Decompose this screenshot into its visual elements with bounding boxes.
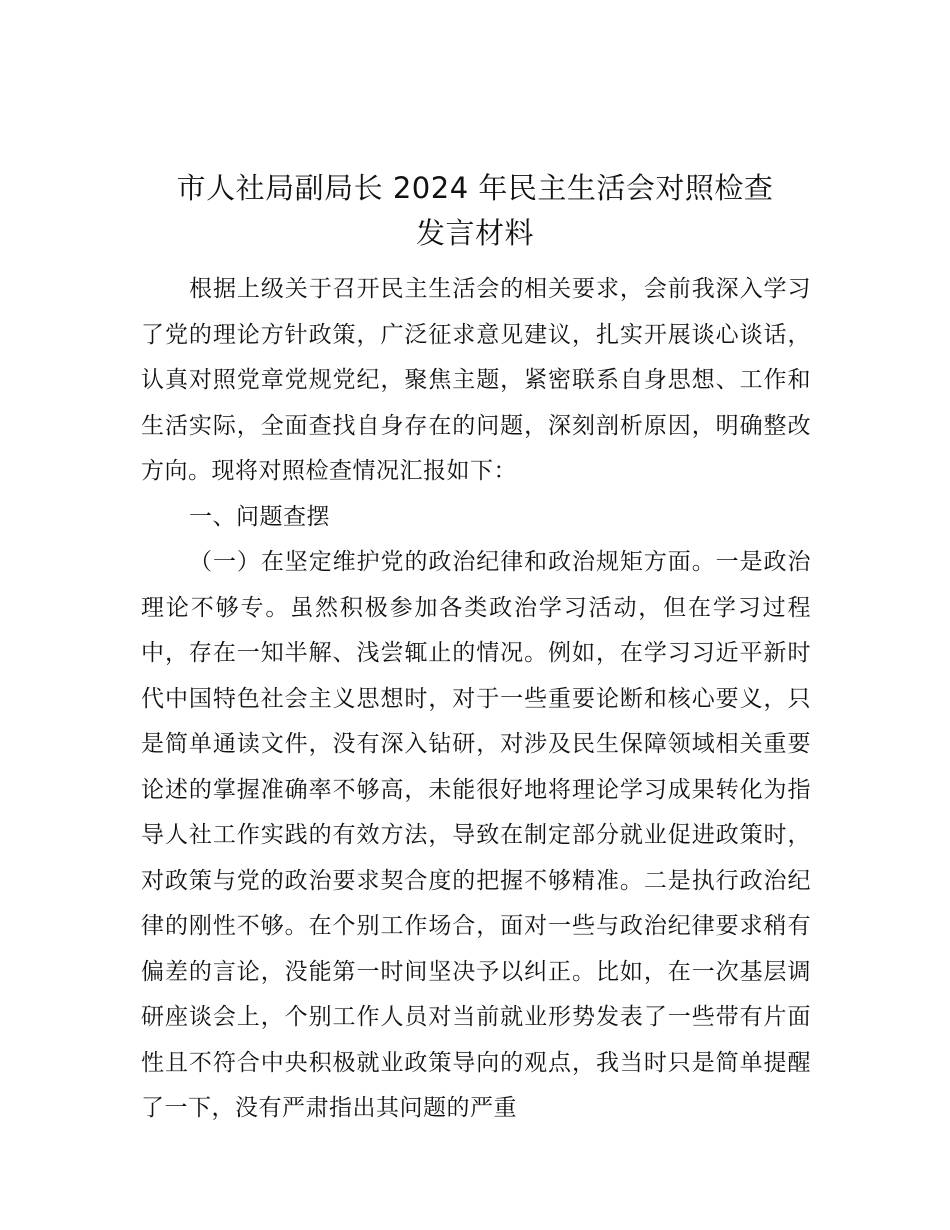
intro-paragraph: 根据上级关于召开民主生活会的相关要求，会前我深入学习了党的理论方针政策，广泛征求意见建议，扎实开展谈心谈话，认真对照党章党规党纪，聚焦主题，紧密联系自身思想、工作和生活实际，全面查找自身存在的问题，深刻剖析原因，明确整改方向。现将对照检查情况汇报如下： [141,276,811,484]
document-body [141,267,811,1132]
title-line-1: 市人社局副局长 2024 年民主生活会对照检查 [176,171,774,205]
section-paragraph: （一）在坚定维护党的政治纪律和政治规矩方面。一是政治理论不够专。虽然积极参加各类政治学习活动，但在学习过程中，存在一知半解、浅尝辄止的情况。例如，在学习习近平新时代中国特色社会主义思想时，对于一些重要论断和核心要义，只是简单通读文件，没有深入钻研，对涉及民生保障领域相关重要论述的掌握准确率不够高，未能很好地将理论学习成果转化为指导人社工作实践的有效方法，导致在制定部分就业促进政策时，对政策与党的政治要求契合度的把握不够精准。二是执行政治纪律的刚性不够。在个别工作场合，面对一些与政治纪律要求稍有偏差的言论，没能第一时间坚决予以纠正。比如，在一次基层调研座谈会上，个别工作人员对当前就业形势发表了一些带有片面性且不符合中央积极就业政策导向的观点，我当时只是简单提醒了一下，没有严肃指出其问题的严重 [141,549,811,1121]
section-heading: 一、问题查摆 [189,503,330,530]
document-title [120,166,830,256]
title-line-2: 发言材料 [415,216,534,250]
